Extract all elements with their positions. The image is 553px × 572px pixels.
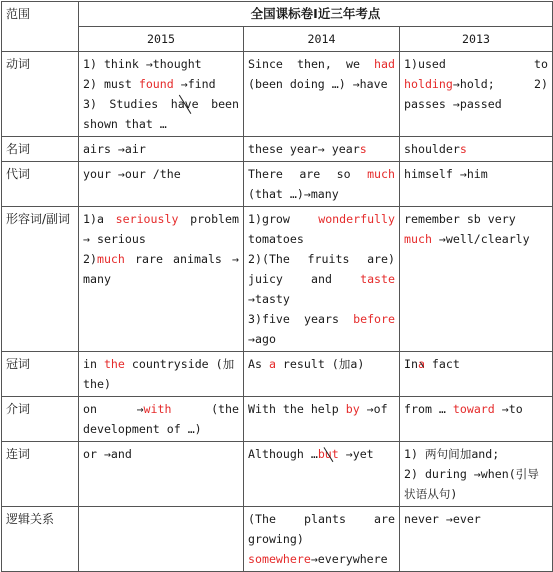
cell-adj-adv-2013: remember sb very much →well/clearly	[400, 207, 553, 352]
category-pronoun: 代词	[2, 162, 79, 207]
cell-verb-2013: 1)used to holding→hold; 2) passes →passed	[400, 52, 553, 137]
table-row-pronoun	[2, 162, 553, 207]
table-row-adj-adv	[2, 207, 553, 352]
year-2013-header: 2013	[400, 27, 553, 52]
cell-pronoun-2014: There are so much (that …)→many	[244, 162, 400, 207]
category-noun: 名词	[2, 137, 79, 162]
cell-logic-2015	[79, 507, 244, 572]
cell-preposition-2015: on →with (the development of …)	[79, 397, 244, 442]
cell-article-2015: in the countryside (加the)	[79, 352, 244, 397]
category-verb: 动词	[2, 52, 79, 137]
strikethrough-mark: have	[171, 94, 199, 114]
cell-article-2013: Ina fact	[400, 352, 553, 397]
cell-conjunction-2013: 1) 两句间加and; 2) during →when(引导状语从句)	[400, 442, 553, 507]
cell-adj-adv-2014: 1)grow wonderfully tomatoes 2)(The fruits are) juicy and taste →tasty 3)five years before →ago	[244, 207, 400, 352]
cell-preposition-2014: With the help by →of	[244, 397, 400, 442]
cell-verb-2015: 1) think →thought 2) must found →find 3) Studies have been shown that …	[79, 52, 244, 137]
corner-label: 范围	[2, 2, 79, 52]
cell-pronoun-2013: himself →him	[400, 162, 553, 207]
strikethrough-mark: a	[418, 354, 425, 374]
cell-noun-2015: airs →air	[79, 137, 244, 162]
table-row-noun	[2, 137, 553, 162]
cell-conjunction-2015: or →and	[79, 442, 244, 507]
cell-pronoun-2015: your →our /the	[79, 162, 244, 207]
cell-logic-2014: (The plants are growing) somewhere→everywhere	[244, 507, 400, 572]
cell-noun-2013: shoulders	[400, 137, 553, 162]
year-2015-header: 2015	[79, 27, 244, 52]
category-preposition: 介词	[2, 397, 79, 442]
strikethrough-mark: but	[318, 444, 339, 464]
table-row-conjunction	[2, 442, 553, 507]
table-row-logic	[2, 507, 553, 572]
cell-noun-2014: these year→ years	[244, 137, 400, 162]
category-logic: 逻辑关系	[2, 507, 79, 572]
table-title: 全国课标卷Ⅰ近三年考点	[79, 2, 553, 27]
exam-points-table	[1, 1, 553, 572]
category-adj-adv: 形容词/副词	[2, 207, 79, 352]
table-row-verb	[2, 52, 553, 137]
year-2014-header: 2014	[244, 27, 400, 52]
category-article: 冠词	[2, 352, 79, 397]
cell-adj-adv-2015: 1)a seriously problem → serious 2)much rare animals → many	[79, 207, 244, 352]
cell-logic-2013: never →ever	[400, 507, 553, 572]
table-row-article	[2, 352, 553, 397]
cell-verb-2014: Since then, we had (been doing …) →have	[244, 52, 400, 137]
table-row-preposition	[2, 397, 553, 442]
cell-conjunction-2014: Although …but →yet	[244, 442, 400, 507]
cell-preposition-2013: from … toward →to	[400, 397, 553, 442]
category-conjunction: 连词	[2, 442, 79, 507]
cell-article-2014: As a result (加a)	[244, 352, 400, 397]
